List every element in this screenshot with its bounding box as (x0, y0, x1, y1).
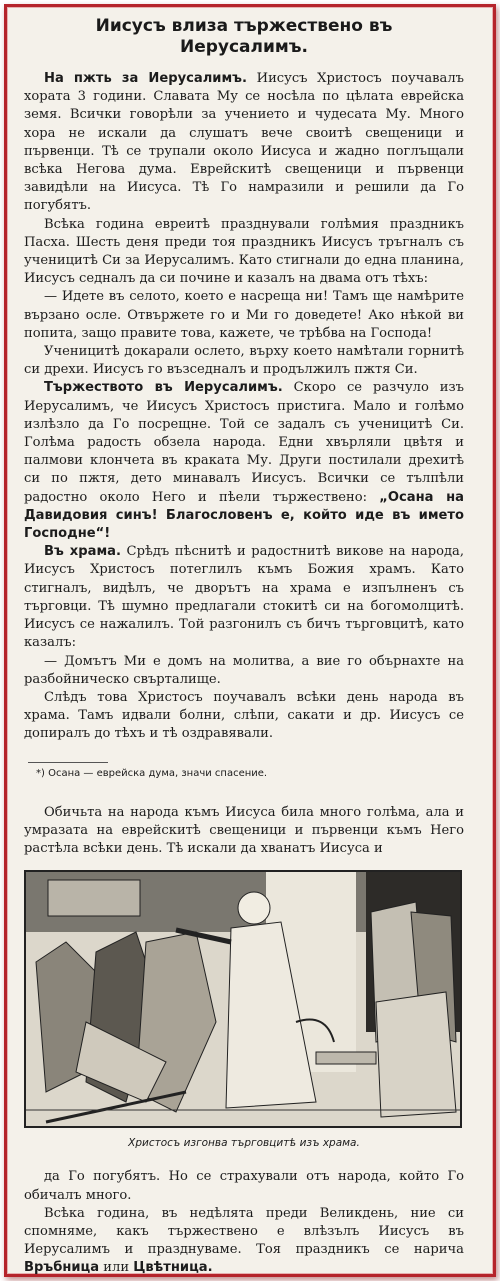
paragraph-9: Обичьта на народа къмъ Иисуса била много голѣма, ала и умразата на еврейскитѣ свещеници и първенци къмъ Него растѣла всѣки день. Тѣ искали да хванатъ Иисуса и (24, 804, 464, 856)
title-line-1: Иисусъ влиза тържествено въ (95, 16, 393, 36)
engraving-illustration (26, 872, 460, 1126)
section-heading-triumph: Тържеството въ Иерусалимъ. (44, 380, 283, 396)
paragraph-6-text: Срѣдъ пѣснитѣ и радостнитѣ викове на народа, Иисусъ Христосъ потеглилъ къмъ Божия храмъ. Като стигналъ, видѣлъ, че дворътъ на храма е изпълненъ съ търговци. Тѣ шумно предлагали стокитѣ си на богомолцитѣ. Иисусъ се нажалилъ. Той разгонилъ съ бичъ търговцитѣ, като казалъ: (24, 544, 464, 651)
title-line-2: Иерусалимъ. (179, 37, 309, 57)
paragraph-4: Ученицитѣ докарали ослето, върху което намѣтали горнитѣ си дрехи. Иисусъ го възседналъ и продължилъ пжтя Си. (24, 344, 464, 378)
paragraph-11-mid: или (99, 1260, 134, 1276)
paragraph-2: Всѣка година евреитѣ празднували голѣмия праздникъ Пасха. Шесть деня преди тоя праздникъ Иисусъ тръгналъ съ ученицитѣ Си за Иерусалимъ. Като стигнали до една планина, Иисусъ седналъ да си почине и казалъ на двама отъ тѣхъ: (24, 216, 464, 287)
section-heading-temple: Въ храма. (44, 544, 121, 560)
feast-name-1: Връбница (24, 1260, 100, 1276)
paragraph-1-text: Иисусъ Христосъ поучавалъ хората 3 години. Славата Му се носѣла по цѣлата еврейска земя. Всички говорѣли за учението и чудесата Му. Много хора не искали да слушатъ вече своитѣ свещеници и първенци. Тѣ се трупали около Иисуса и жадно поглъщали всѣка Негова дума. Еврейскитѣ свещеници и първенци завидѣли на Иисуса. Тѣ Го намразили и решили да Го погубятъ. (24, 71, 464, 214)
figure-caption: Христосъ изгонва търговцитѣ изъ храма. (128, 1137, 360, 1150)
feast-name-2: Цвѣтница. (133, 1260, 213, 1276)
paragraph-11 (24, 1205, 464, 1278)
paragraph-3: — Идете въ селото, което е насреща ни! Тамъ ще намѣрите вързано осле. Отвържете го и Ми го доведете! Ако нѣкой ви попита, защо правите това, кажете, че трѣбва на Господа! (24, 289, 464, 341)
paragraph-1 (24, 70, 464, 216)
document-page (24, 16, 464, 1278)
paragraph-5 (24, 379, 464, 543)
paragraph-8: Слѣдъ това Христосъ поучавалъ всѣки день народа въ храма. Тамъ идвали болни, слѣпи, сакати и др. Иисусъ се допиралъ до тѣхъ и тѣ оздравявали. (24, 689, 464, 742)
paragraph-6 (24, 543, 464, 652)
paragraph-11-text: Всѣка година, въ недѣлята преди Великдень, ние си спомняме, какъ тържествено е влѣзълъ Иисусъ въ Иерусалимъ и празднуваме. Тоя праздникъ се нарича (24, 1205, 464, 1258)
paragraph-7: — Домътъ Ми е домъ на молитва, а вие го обърнахте на разбойническо свърталище. (24, 653, 464, 687)
paragraph-10: да Го погубятъ. Но се страхували отъ народа, който Го обичалъ много. (24, 1169, 464, 1203)
paragraph-5-text: Скоро се разчуло изъ Иерусалимъ, че Иисусъ Христосъ пристига. Мало и голѣмо излѣзло да Го посрещне. Той се задалъ съ ученицитѣ Си. Голѣма радость обзела народа. Едни хвърляли цвѣтя и палмови клончета въ краката Му. Други постилали дрехитѣ си по пжтя, дето минавалъ Иисусъ. Всички се тълпѣли радостно около Него и пѣели тържествено: (24, 380, 464, 505)
section-heading-road: На пжть за Иерусалимъ. (44, 71, 247, 86)
page-title (24, 16, 464, 58)
illustration-christ-temple (24, 870, 462, 1128)
hosanna-quote: „Осана на Давидовия синъ! Благословенъ е, който иде въ името Господне“! (24, 489, 464, 542)
footnote: *) Осана — еврейска дума, значи спасение. (36, 767, 268, 779)
footnote-divider (28, 762, 108, 763)
